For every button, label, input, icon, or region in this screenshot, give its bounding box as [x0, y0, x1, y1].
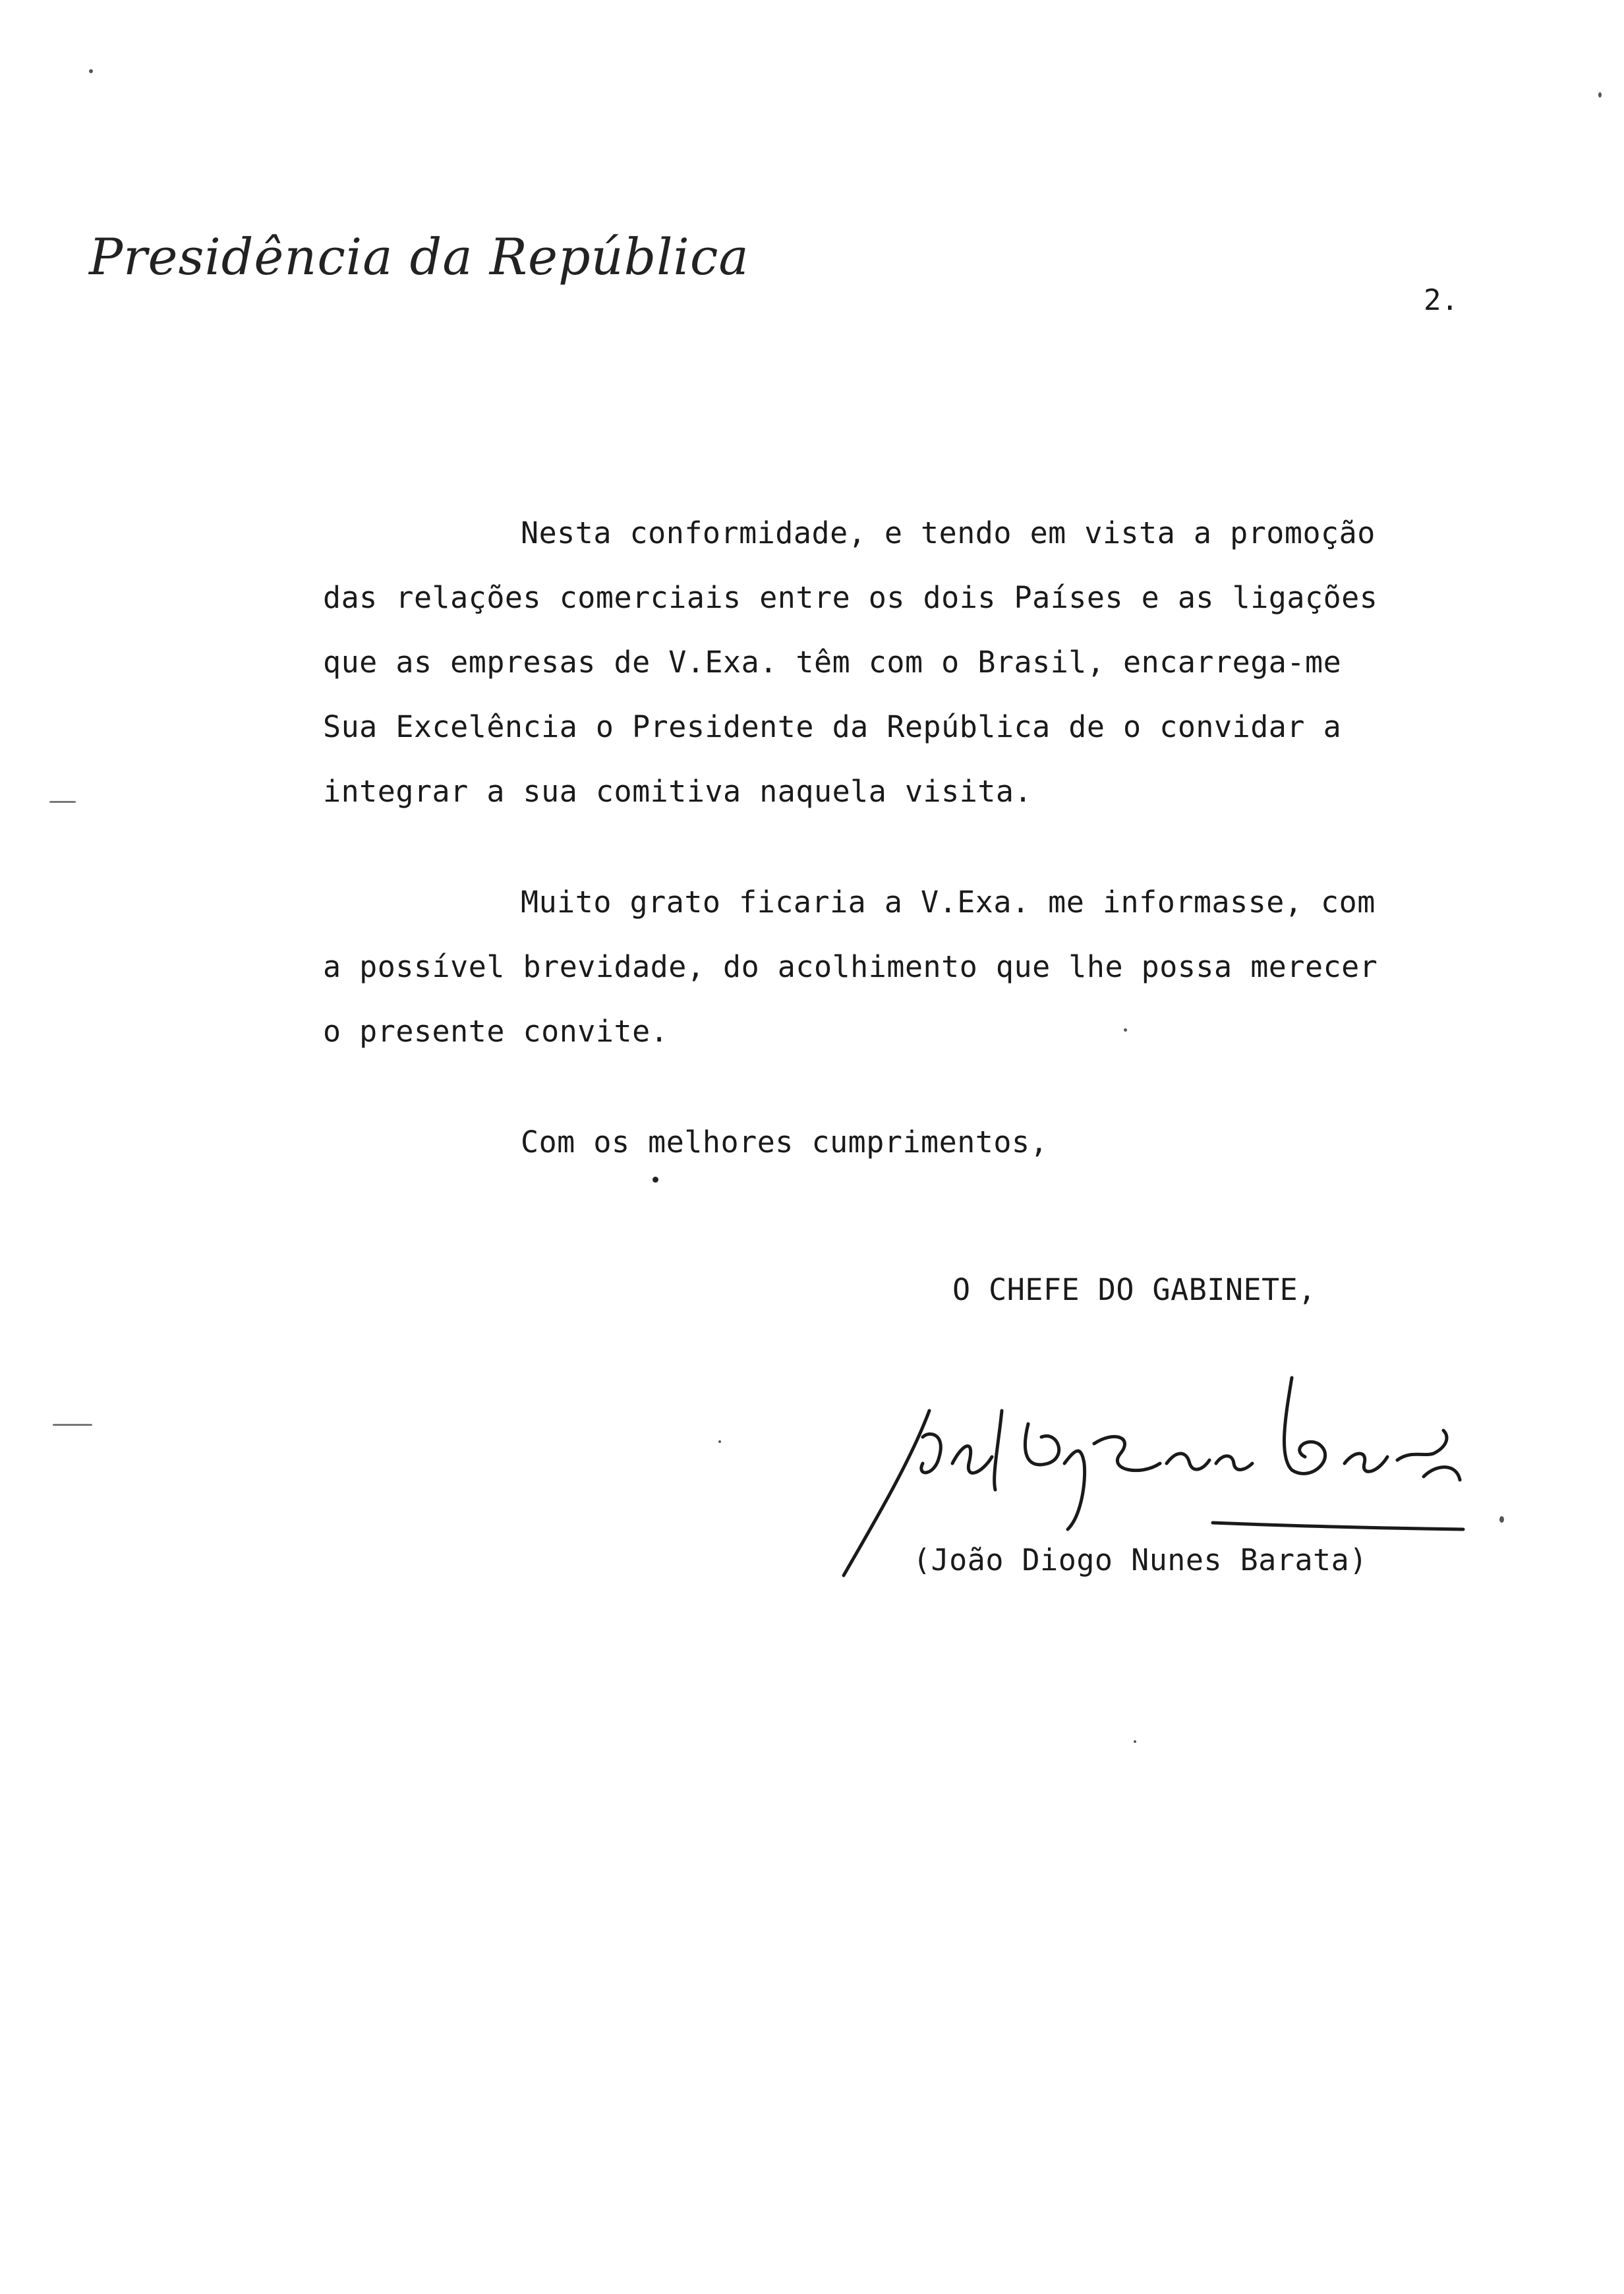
closing-title: O CHEFE DO GABINETE,: [952, 1272, 1316, 1307]
paragraph-1: [323, 501, 1483, 824]
scan-speck: [1598, 92, 1602, 98]
scan-speck: [1134, 1740, 1136, 1743]
scan-speck: [1124, 1028, 1127, 1032]
text-line: a possível brevidade, do acolhimento que lhe possa merecer: [323, 949, 1378, 984]
paragraph-gap: [323, 824, 1483, 870]
text-line: integrar a sua comitiva naquela visita.: [323, 774, 1033, 809]
paragraph-2: [323, 870, 1483, 1064]
text-line: Sua Excelência o Presidente da República de o convidar a: [323, 709, 1342, 744]
text-line: Nesta conformidade, e tendo em vista a promoção: [521, 515, 1376, 550]
text-line: que as empresas de V.Exa. têm com o Brasil, encarrega-me: [323, 645, 1342, 680]
text-line: das relações comerciais entre os dois Países e as ligações: [323, 580, 1378, 615]
page-number: 2.: [1424, 283, 1459, 317]
scan-speck: [89, 69, 93, 73]
scan-speck: [53, 1424, 92, 1426]
letter-body: [323, 501, 1483, 1175]
scan-speck: [49, 801, 76, 803]
closing-salutation: Com os melhores cumprimentos,: [521, 1125, 1049, 1160]
text-line: Muito grato ficaria a V.Exa. me informasse, com: [521, 885, 1376, 920]
paragraph-gap: [323, 1064, 1483, 1110]
paragraph-3: [323, 1110, 1483, 1175]
letterhead: Presidência da República: [89, 227, 749, 286]
scan-speck: [718, 1440, 721, 1443]
signatory-name: (João Diogo Nunes Barata): [913, 1543, 1368, 1577]
text-line: o presente convite.: [323, 1014, 669, 1049]
scan-speck: [652, 1177, 658, 1183]
scan-speck: [1499, 1516, 1504, 1523]
